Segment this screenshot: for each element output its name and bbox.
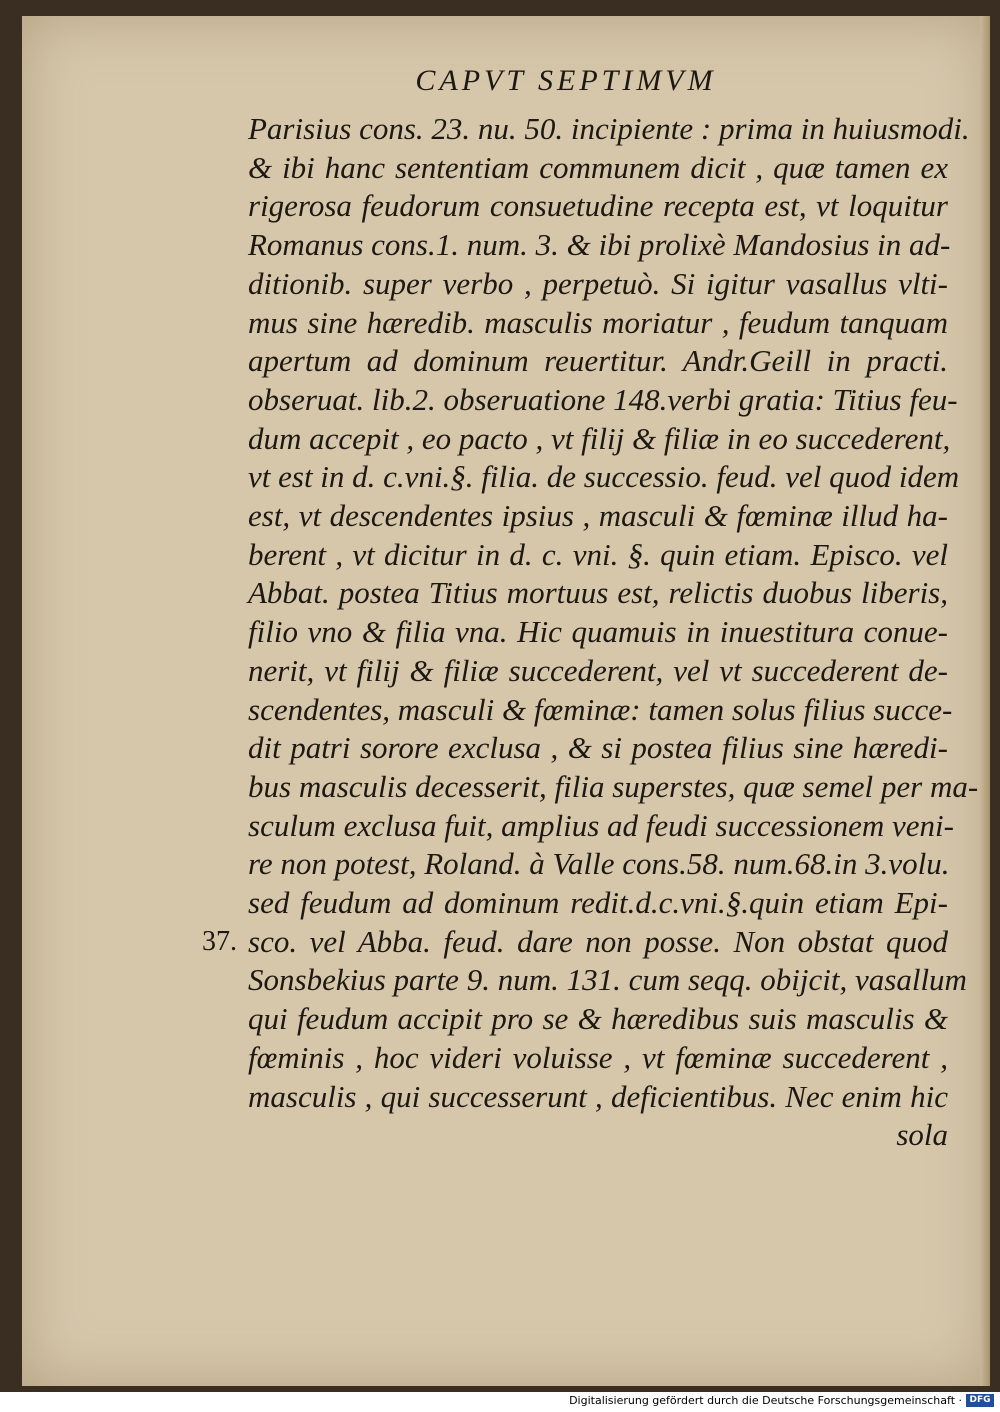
footer-credit: Digitalisierung gefördert durch die Deutsche Forschungsgemeinschaft · [569,1394,962,1407]
text-line: nerit, vt filij & filiæ succederent, vel vt succederent de- [248,652,948,688]
text-line: bus masculis decesserit, filia superstes, quæ semel per ma- [248,768,979,804]
text-line: Abbat. postea Titius mortuus est, relictis duobus liberis, [248,575,948,611]
text-line: ditionib. super verbo , perpetuò. Si igitur vasallus vlti- [248,265,948,301]
text-line: fœminis , hoc videri voluisse , vt fœminæ succederent , [248,1039,948,1075]
running-head: CAPVT SEPTIMVM [415,64,717,97]
text-line: mus sine hæredib. masculis moriatur , feudum tanquam [248,304,948,340]
text-line: Romanus cons.1. num. 3. & ibi prolixè Mandosius in ad- [248,227,951,263]
text-line: qui feudum accipit pro se & hæredibus suis masculis & [248,1001,948,1037]
text-line: dit patri sorore exclusa , & si postea filius sine hæredi- [248,730,948,766]
text-line: rigerosa feudorum consuetudine recepta est, vt loquitur [248,188,948,224]
book-page [22,16,990,1386]
text-line: Parisius cons. 23. nu. 50. incipiente : prima in huiusmodi. [248,111,970,146]
page-edge [980,16,990,1386]
text-line: scendentes, masculi & fœminæ: tamen solus filius succe- [248,691,953,727]
text-line: dum accepit , eo pacto , vt filij & filiæ in eo succederent, [248,420,951,456]
margin-note: 37. [202,925,237,957]
dfg-logo: DFG [966,1394,994,1407]
text-line: obseruat. lib.2. obseruatione 148.verbi gratia: Titius feu- [248,381,958,417]
text-line: re non potest, Roland. à Valle cons.58. num.68.in 3.volu. [248,846,950,882]
footer-bar [0,1392,1000,1412]
text-line: sco. vel Abba. feud. dare non posse. Non obstat quod [248,923,948,959]
text-line: est, vt descendentes ipsius , masculi & fœminæ illud ha- [248,498,948,533]
text-line: sola [896,1117,948,1153]
text-line: & ibi hanc sententiam communem dicit , quæ tamen ex [248,149,948,185]
text-line: filio vno & filia vna. Hic quamuis in inuestitura conue- [248,614,948,650]
text-line: berent , vt dicitur in d. c. vni. §. quin etiam. Episco. vel [248,536,948,572]
text-line: masculis , qui successerunt , deficientibus. Nec enim hic [248,1078,948,1114]
text-line: Sonsbekius parte 9. num. 131. cum seqq. obijcit, vasallum [248,962,967,998]
text-line: vt est in d. c.vni.§. filia. de successio. feud. vel quod idem [248,459,960,495]
text-line: apertum ad dominum reuertitur. Andr.Geill in practi. [248,343,948,379]
text-line: sculum exclusa fuit, amplius ad feudi successionem veni- [248,807,954,843]
text-line: sed feudum ad dominum redit.d.c.vni.§.quin etiam Epi- [248,885,948,920]
